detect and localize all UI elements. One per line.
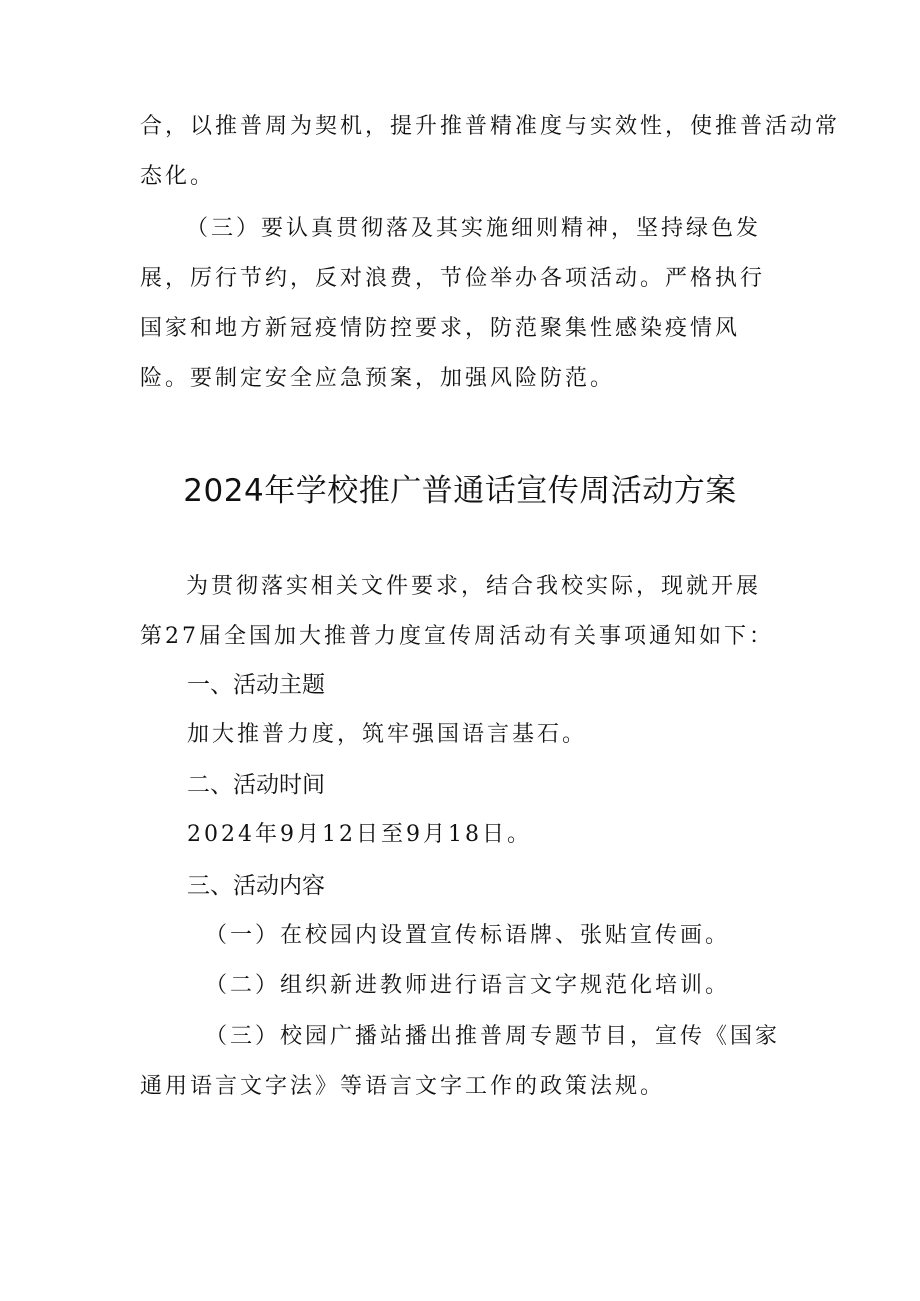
section-heading-content: 三、活动内容 — [187, 873, 325, 899]
content-item-3: （三）校园广播站播出推普周专题节目，宣传《国家通用语言文字法》等语言文字工作的政策法规。 — [140, 1024, 781, 1099]
section-heading-theme: 一、活动主题 — [187, 672, 325, 698]
section-body-time: 2024年9月12日至9月18日。 — [187, 822, 532, 847]
prev-paragraph-line-2: 态化。 — [140, 164, 216, 189]
prev-paragraph-line-1: 合，以推普周为契机，提升推普精准度与实效性，使推普活动常 — [140, 114, 841, 139]
section-heading-time: 二、活动时间 — [187, 772, 325, 798]
prev-paragraph-item-3: （三）要认真贯彻落及其实施细则精神，坚持绿色发展，厉行节约，反对浪费，节俭举办各项活动。严格执行国家和地方新冠疫情防控要求，防范聚集性感染疫情风险。要制定安全应急预案，加强风险防范。 — [140, 216, 766, 391]
content-item-1: （一）在校园内设置宣传标语牌、张贴宣传画。 — [205, 923, 731, 948]
document-title: 2024年学校推广普通话宣传周活动方案 — [183, 473, 737, 509]
content-item-2: （二）组织新进教师进行语言文字规范化培训。 — [205, 973, 731, 998]
intro-paragraph: 为贯彻落实相关文件要求，结合我校实际，现就开展第27届全国加大推普力度宣传周活动有关事项通知如下： — [140, 574, 774, 649]
section-body-theme: 加大推普力度，筑牢强国语言基石。 — [187, 722, 588, 747]
